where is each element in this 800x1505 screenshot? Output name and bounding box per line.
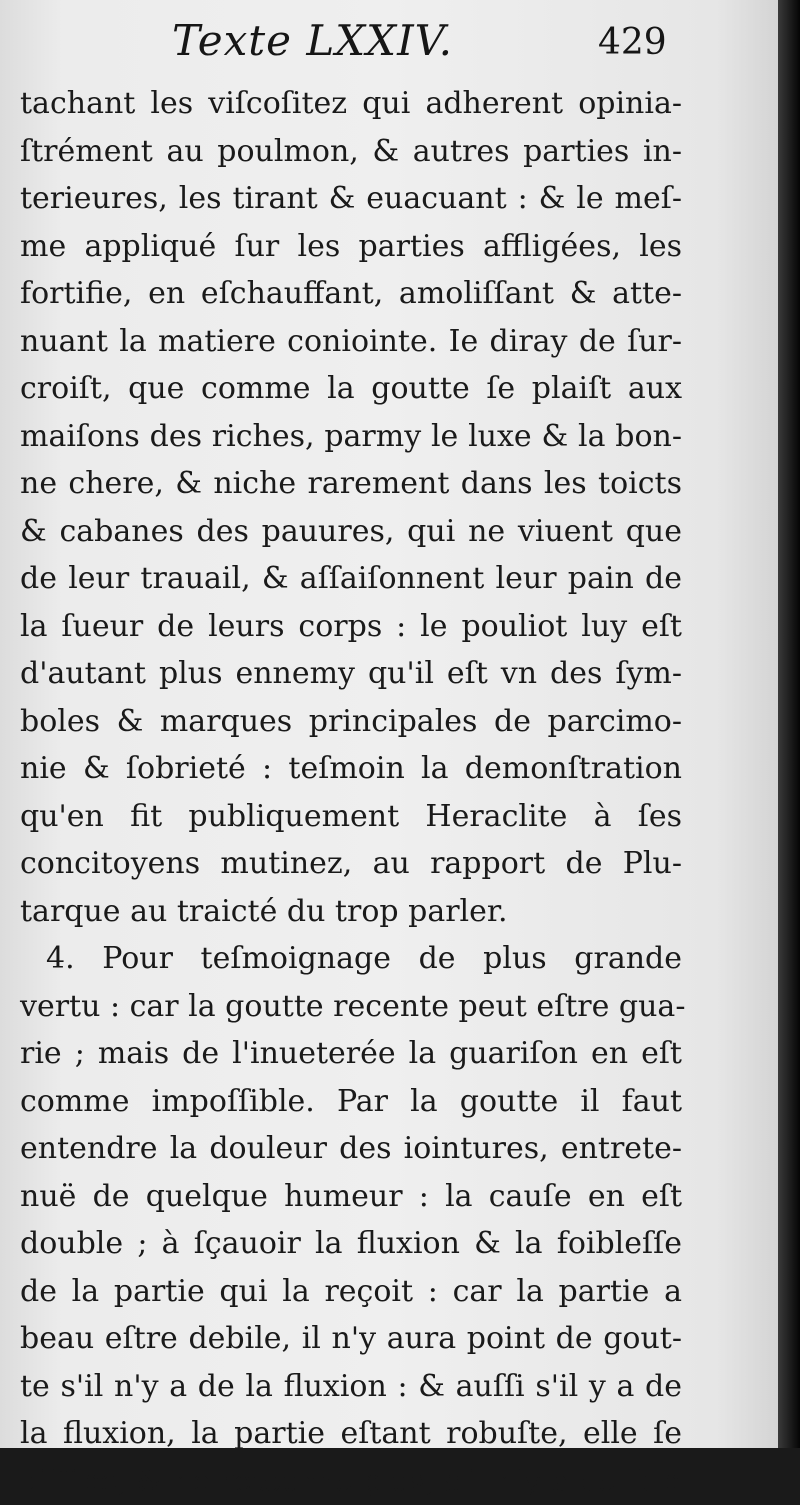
text-line: rie ; mais de l'inueterée la guariſon en eſt xyxy=(20,1030,682,1078)
text-line: maiſons des riches, parmy le luxe & la bon- xyxy=(20,413,682,461)
text-line: la fluxion, la partie eſtant robuſte, elle ſe xyxy=(20,1410,682,1458)
text-line: de leur trauail, & aſſaiſonnent leur pain de xyxy=(20,555,682,603)
text-line: boles & marques principales de parcimo- xyxy=(20,698,682,746)
text-line: entendre la douleur des iointures, entrete- xyxy=(20,1125,682,1173)
text-line: fortifie, en eſchauffant, amoliſſant & atte- xyxy=(20,270,682,318)
text-line: me appliqué ſur les parties affligées, les xyxy=(20,223,682,271)
text-line: croiſt, que comme la goutte ſe plaiſt aux xyxy=(20,365,682,413)
text-line: beau eſtre debile, il n'y aura point de gout- xyxy=(20,1315,682,1363)
text-line: 4. Pour teſmoignage de plus grande xyxy=(20,935,682,983)
text-line: qu'en fit publiquement Heraclite à ſes xyxy=(20,793,682,841)
text-line: d'autant plus ennemy qu'il eſt vn des ſym- xyxy=(20,650,682,698)
text-line: te s'il n'y a de la fluxion : & auſſi s'il y a de xyxy=(20,1363,682,1411)
text-line: vertu : car la goutte recente peut eſtre gua- xyxy=(20,983,682,1031)
text-line: nuë de quelque humeur : la cauſe en eſt xyxy=(20,1173,682,1221)
page-number: 429 xyxy=(598,22,667,63)
text-line: & cabanes des pauures, qui ne viuent que xyxy=(20,508,682,556)
text-line: tarque au traicté du trop parler. xyxy=(20,888,682,936)
text-line: tachant les viſcoſitez qui adherent opinia- xyxy=(20,80,682,128)
text-line: ſtrément au poulmon, & autres parties in- xyxy=(20,128,682,176)
text-line: de la partie qui la reçoit : car la partie a xyxy=(20,1268,682,1316)
text-line: la ſueur de leurs corps : le pouliot luy eſt xyxy=(20,603,682,651)
text-line: nuant la matiere coniointe. Ie diray de ſur- xyxy=(20,318,682,366)
text-line: double ; à ſçauoir la fluxion & la foibleſſe xyxy=(20,1220,682,1268)
running-title: Texte LXXIV. xyxy=(172,16,453,65)
text-line: nie & ſobrieté : teſmoin la demonſtration xyxy=(20,745,682,793)
text-line: concitoyens mutinez, au rapport de Plu- xyxy=(20,840,682,888)
page-header xyxy=(0,16,778,76)
text-line: comme impoſſible. Par la goutte il faut xyxy=(20,1078,682,1126)
body-text xyxy=(20,80,682,1505)
text-line: diſſipe, & ne retourne plus, s'il n'y a de l'ap- xyxy=(20,1458,682,1505)
text-line: ne chere, & niche rarement dans les toicts xyxy=(20,460,682,508)
text-line: terieures, les tirant & euacuant : & le meſ- xyxy=(20,175,682,223)
page-edge-shadow xyxy=(778,0,800,1448)
